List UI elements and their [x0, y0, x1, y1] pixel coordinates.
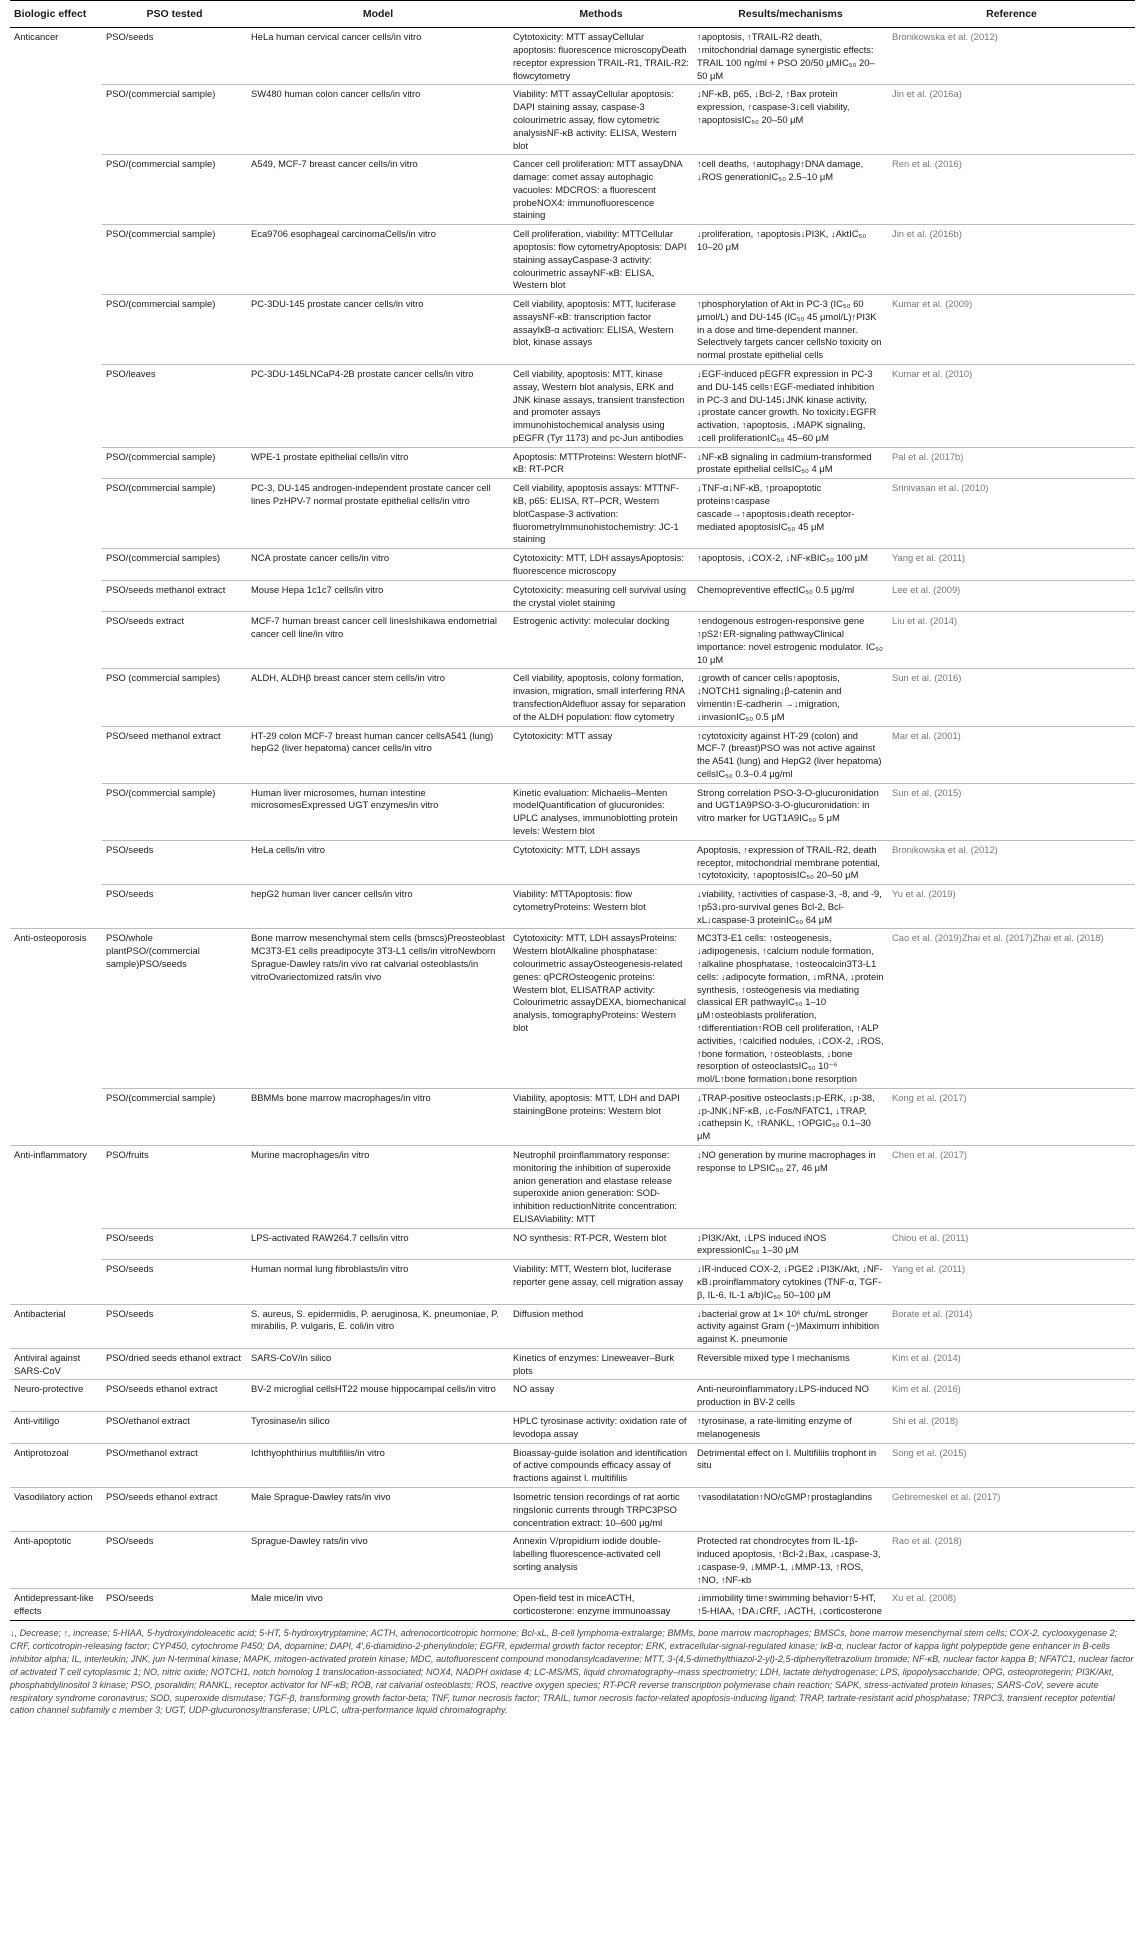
biologic-effect-cell [10, 580, 102, 612]
pso-tested-cell: PSO/seeds extract [102, 612, 247, 669]
biologic-effect-cell [10, 612, 102, 669]
pso-tested-cell: PSO/(commercial sample) [102, 85, 247, 155]
reference-cell: Bronikowska et al. (2012) [888, 28, 1135, 85]
header-methods: Methods [509, 1, 693, 28]
table-row [10, 1260, 1135, 1304]
reference-cell: Lee et al. (2009) [888, 580, 1135, 612]
results-cell: ↓TRAP-positive osteoclasts↓p-ERK, ↓p-38, ↓p-JNK↓NF-κB, ↓c-Fos/NFATC1, ↓TRAP, ↓cathepsin K, ↑RANKL, ↑OPGIC₅₀ 0.1–30 μM [693, 1088, 888, 1145]
pso-tested-cell: PSO/(commercial sample) [102, 295, 247, 365]
pso-tested-cell: PSO/(commercial sample) [102, 479, 247, 549]
table-row [10, 1380, 1135, 1412]
results-cell: ↓IR-induced COX-2, ↓PGE2 ↓PI3K/Akt, ↓NF-κB↓proinflammatory cytokines (TNF-α, TGF-β, IL-6, IL-1 a/b)IC₅₀ 50–100 μM [693, 1260, 888, 1304]
results-cell: ↓PI3K/Akt, ↓LPS induced iNOS expressionIC₅₀ 1–30 μM [693, 1228, 888, 1260]
table-row [10, 1487, 1135, 1531]
biologic-effect-cell [10, 365, 102, 448]
results-cell: Chemopreventive effectIC₅₀ 0.5 μg/ml [693, 580, 888, 612]
biologic-effect-cell: Anti-vitiligo [10, 1412, 102, 1444]
methods-cell: Cytotoxicity: MTT assay [509, 726, 693, 783]
results-cell: ↑cytotoxicity against HT-29 (colon) and MCF-7 (breast)PSO was not active against the A541 (lung) and HepG2 (liver hepatoma) cellsIC₅₀ 0.3–0.4 μg/ml [693, 726, 888, 783]
results-cell: Detrimental effect on I. Multifiliis trophont in situ [693, 1443, 888, 1487]
results-cell: ↓NF-κB signaling in cadmium-transformed prostate epithelial cellsIC₅₀ 4 μM [693, 447, 888, 479]
pso-tested-cell: PSO/(commercial sample) [102, 447, 247, 479]
table-row [10, 28, 1135, 85]
psoralidin-effects-table [10, 0, 1135, 1621]
pso-tested-cell: PSO/(commercial samples) [102, 549, 247, 581]
reference-cell: Kumar et al. (2009) [888, 295, 1135, 365]
table-row [10, 365, 1135, 448]
reference-cell: Yang et al. (2011) [888, 1260, 1135, 1304]
biologic-effect-cell: Vasodilatory action [10, 1487, 102, 1531]
header-reference: Reference [888, 1, 1135, 28]
reference-cell: Chen et al. (2017) [888, 1145, 1135, 1228]
table-row [10, 580, 1135, 612]
table-row [10, 1532, 1135, 1589]
model-cell: SW480 human colon cancer cells/in vitro [247, 85, 509, 155]
results-cell: ↑cell deaths, ↑autophagy↑DNA damage, ↓ROS generationIC₅₀ 2.5–10 μM [693, 155, 888, 225]
methods-cell: Cytotoxicity: MTT assayCellular apoptosis: fluorescence microscopyDeath receptor expression TRAIL-R1, TRAIL-R2: flowcytometry [509, 28, 693, 85]
model-cell: PC-3DU-145 prostate cancer cells/in vitro [247, 295, 509, 365]
reference-cell: Liu et al. (2014) [888, 612, 1135, 669]
results-cell: ↓immobility time↑swimming behavior↑5-HT, ↑5-HIAA, ↑DA↓CRF, ↓ACTH, ↓corticosterone [693, 1589, 888, 1621]
reference-cell: Borate et al. (2014) [888, 1304, 1135, 1348]
biologic-effect-cell: Anticancer [10, 28, 102, 85]
biologic-effect-cell [10, 783, 102, 840]
model-cell: WPE-1 prostate epithelial cells/in vitro [247, 447, 509, 479]
model-cell: HeLa human cervical cancer cells/in vitro [247, 28, 509, 85]
table-row [10, 1304, 1135, 1348]
results-cell: Reversible mixed type I mechanisms [693, 1348, 888, 1380]
table-row [10, 1412, 1135, 1444]
methods-cell: Cell viability, apoptosis: MTT, kinase assay, Western blot analysis, ERK and JNK kinase assays, transient transfection and promoter assays immunohistochemical analysis using pEGFR (Tyr 1173) and pc-Jun antibodies [509, 365, 693, 448]
biologic-effect-cell [10, 225, 102, 295]
pso-tested-cell: PSO/seeds [102, 1589, 247, 1621]
methods-cell: Open-field test in miceACTH, corticosterone: enzyme immunoassay [509, 1589, 693, 1621]
methods-cell: Viability: MTT, Western blot, luciferase reporter gene assay, cell migration assay [509, 1260, 693, 1304]
results-cell: ↑phosphorylation of Akt in PC-3 (IC₅₀ 60 μmol/L) and DU-145 (IC₅₀ 45 μmol/L)↑PI3K in a dose and time-dependent manner. Selectively targets cancer cellsNo toxicity on normal prostate epithelial cells [693, 295, 888, 365]
methods-cell: Cytotoxicity: measuring cell survival using the crystal violet staining [509, 580, 693, 612]
biologic-effect-cell [10, 479, 102, 549]
model-cell: Human liver microsomes, human intestine microsomesExpressed UGT enzymes/in vitro [247, 783, 509, 840]
model-cell: NCA prostate cancer cells/in vitro [247, 549, 509, 581]
methods-cell: Cytotoxicity: MTT, LDH assaysApoptosis: fluorescence microscopy [509, 549, 693, 581]
reference-cell: Song et al. (2015) [888, 1443, 1135, 1487]
biologic-effect-cell [10, 85, 102, 155]
table-row [10, 1443, 1135, 1487]
biologic-effect-cell [10, 549, 102, 581]
methods-cell: Bioassay-guide isolation and identification of active compounds efficacy assay of fractions against I. multifiliis [509, 1443, 693, 1487]
model-cell: Tyrosinase/in silico [247, 1412, 509, 1444]
model-cell: Eca9706 esophageal carcinomaCells/in vitro [247, 225, 509, 295]
pso-tested-cell: PSO/fruits [102, 1145, 247, 1228]
table-row [10, 295, 1135, 365]
results-cell: ↓EGF-induced pEGFR expression in PC-3 and DU-145 cells↑EGF-mediated inhibition in PC-3 and DU-145↓JNK kinase activity, ↓prostate cancer growth. No toxicity↓EGFR activation, ↑apoptosis, ↓MAPK signaling, ↓cell proliferationIC₅₀ 45–60 μM [693, 365, 888, 448]
biologic-effect-cell: Anti-inflammatory [10, 1145, 102, 1228]
model-cell: Bone marrow mesenchymal stem cells (bmscs)Preosteoblast MC3T3-E1 cells preadipocyte 3T3-L1 cells/in vitroNewborn Sprague-Dawley rats/in vivo rat calvarial osteoblasts/in vitroOvariectomized rats/in vivo [247, 929, 509, 1088]
model-cell: Sprague-Dawley rats/in vivo [247, 1532, 509, 1589]
table-row [10, 929, 1135, 1088]
methods-cell: Isometric tension recordings of rat aortic ringsIonic currents through TRPC3PSO concentration extract: 10–600 μg/ml [509, 1487, 693, 1531]
header-biologic-effect: Biologic effect [10, 1, 102, 28]
reference-cell: Yang et al. (2011) [888, 549, 1135, 581]
methods-cell: Neutrophil proinflammatory response: monitoring the inhibition of superoxide anion generation and elastase release superoxide anion generation: SOD-inhibition reductionNitrite concentration: ELISAViability: MTT [509, 1145, 693, 1228]
results-cell: ↑tyrosinase, a rate-limiting enzyme of melanogenesis [693, 1412, 888, 1444]
methods-cell: Kinetic evaluation: Michaelis–Menten modelQuantification of glucuronides: UPLC analyses, immunoblotting protein levels: Western blot [509, 783, 693, 840]
table-row [10, 783, 1135, 840]
model-cell: HeLa cells/in vitro [247, 840, 509, 884]
model-cell: Male mice/in vivo [247, 1589, 509, 1621]
model-cell: HT-29 colon MCF-7 breast human cancer cellsA541 (lung) hepG2 (liver hepatoma) cancer cells/in vitro [247, 726, 509, 783]
model-cell: Ichthyophthirius multifiliis/in vitro [247, 1443, 509, 1487]
biologic-effect-cell [10, 1260, 102, 1304]
model-cell: BBMMs bone marrow macrophages/in vitro [247, 1088, 509, 1145]
results-cell: ↓growth of cancer cells↑apoptosis, ↓NOTCH1 signaling↓β-catenin and vimentin↑E-cadherin →↓migration, ↓invasionIC₅₀ 0.5 μM [693, 669, 888, 726]
table-row [10, 1145, 1135, 1228]
biologic-effect-cell [10, 726, 102, 783]
results-cell: ↓bacterial grow at 1× 10⁶ cfu/mL stronger activity against Gram (−)Maximum inhibition against K. pneumonie [693, 1304, 888, 1348]
results-cell: MC3T3-E1 cells: ↑osteogenesis, ↓adipogenesis, ↑calcium nodule formation, ↑alkaline phosphatase, ↑osteocalcin3T3-L1 cells: ↓adipocyte formation, ↓mRNA, ↓protein synthesis, ↑osteogenesis via mediating classical ER pathwayIC₅₀ 1–10 μM↑osteoblasts proliferation, ↑differentiation↑ROB cell proliferation, ↑ALP activities, ↑calcified nodules, ↓COX-2, ↓ROS, ↑bone formation, ↑osteoblasts, ↓bone resorption of osteoclastsIC₅₀ 10⁻⁶ mol/L↑bone formation↓bone resorption [693, 929, 888, 1088]
pso-tested-cell: PSO/whole plantPSO/(commercial sample)PSO/seeds [102, 929, 247, 1088]
results-cell: ↓TNF-α↓NF-κB, ↑proapoptotic proteins↑caspase cascade→↑apoptosis↓death receptor-mediated apoptosisIC₅₀ 45 μM [693, 479, 888, 549]
reference-cell: Ren et al. (2016) [888, 155, 1135, 225]
biologic-effect-cell [10, 295, 102, 365]
pso-tested-cell: PSO/leaves [102, 365, 247, 448]
table-row [10, 726, 1135, 783]
biologic-effect-cell: Antidepressant-like effects [10, 1589, 102, 1621]
model-cell: Human normal lung fibroblasts/in vitro [247, 1260, 509, 1304]
model-cell: hepG2 human liver cancer cells/in vitro [247, 885, 509, 929]
results-cell: Protected rat chondrocytes from IL-1β-induced apoptosis, ↑Bcl-2↓Bax, ↓caspase-3, ↓caspase-9, ↓MMP-1, ↓MMP-13, ↑ROS, ↑NO, ↑NF-κb [693, 1532, 888, 1589]
methods-cell: Diffusion method [509, 1304, 693, 1348]
pso-tested-cell: PSO/seed methanol extract [102, 726, 247, 783]
reference-cell: Srinivasan et al. (2010) [888, 479, 1135, 549]
header-pso-tested: PSO tested [102, 1, 247, 28]
reference-cell: Kong et al. (2017) [888, 1088, 1135, 1145]
table-row [10, 1348, 1135, 1380]
biologic-effect-cell: Antibacterial [10, 1304, 102, 1348]
methods-cell: Viability: MTTApoptosis: flow cytometryProteins: Western blot [509, 885, 693, 929]
reference-cell: Pal et al. (2017b) [888, 447, 1135, 479]
table-row [10, 612, 1135, 669]
table-row [10, 225, 1135, 295]
biologic-effect-cell: Anti-apoptotic [10, 1532, 102, 1589]
model-cell: Male Sprague-Dawley rats/in vivo [247, 1487, 509, 1531]
table-body [10, 28, 1135, 1621]
results-cell: Apoptosis, ↑expression of TRAIL-R2, death receptor, mitochondrial membrane potential, ↑cytotoxicity, ↑apoptosisIC₅₀ 20–50 μM [693, 840, 888, 884]
pso-tested-cell: PSO (commercial samples) [102, 669, 247, 726]
methods-cell: NO assay [509, 1380, 693, 1412]
pso-tested-cell: PSO/ethanol extract [102, 1412, 247, 1444]
reference-cell: Shi et al. (2018) [888, 1412, 1135, 1444]
table-row [10, 479, 1135, 549]
model-cell: S. aureus, S. epidermidis, P. aeruginosa, K. pneumoniae, P. mirabilis, P. vulgaris, E. coli/in vitro [247, 1304, 509, 1348]
biologic-effect-cell: Neuro-protective [10, 1380, 102, 1412]
model-cell: ALDH, ALDHβ breast cancer stem cells/in vitro [247, 669, 509, 726]
methods-cell: Cytotoxicity: MTT, LDH assays [509, 840, 693, 884]
model-cell: A549, MCF-7 breast cancer cells/in vitro [247, 155, 509, 225]
table-row [10, 1589, 1135, 1621]
model-cell: LPS-activated RAW264.7 cells/in vitro [247, 1228, 509, 1260]
model-cell: PC-3, DU-145 androgen-independent prostate cancer cell lines PzHPV-7 normal prostate epithelial cells/in vitro [247, 479, 509, 549]
table-header [10, 1, 1135, 28]
methods-cell: Kinetics of enzymes: Lineweaver–Burk plots [509, 1348, 693, 1380]
reference-cell: Xu et al. (2008) [888, 1589, 1135, 1621]
pso-tested-cell: PSO/(commercial sample) [102, 783, 247, 840]
pso-tested-cell: PSO/seeds [102, 1228, 247, 1260]
table-row [10, 840, 1135, 884]
methods-cell: HPLC tyrosinase activity: oxidation rate of levodopa assay [509, 1412, 693, 1444]
model-cell: Mouse Hepa 1c1c7 cells/in vitro [247, 580, 509, 612]
results-cell: ↓NO generation by murine macrophages in response to LPSIC₅₀ 27, 46 μM [693, 1145, 888, 1228]
reference-cell: Cao et al. (2019)Zhai et al. (2017)Zhai et al. (2018) [888, 929, 1135, 1088]
reference-cell: Yu et al. (2019) [888, 885, 1135, 929]
pso-tested-cell: PSO/seeds [102, 885, 247, 929]
table-row [10, 669, 1135, 726]
reference-cell: Kim et al. (2014) [888, 1348, 1135, 1380]
table-row [10, 549, 1135, 581]
table-row [10, 85, 1135, 155]
pso-tested-cell: PSO/seeds methanol extract [102, 580, 247, 612]
methods-cell: Annexin V/propidium iodide double-labelling fluorescence-activated cell sorting analysis [509, 1532, 693, 1589]
results-cell: Strong correlation PSO-3-O-glucuronidation and UGT1A9PSO-3-O-glucuronidation: in vitro marker for UGT1A9IC₅₀ 5 μM [693, 783, 888, 840]
methods-cell: NO synthesis: RT-PCR, Western blot [509, 1228, 693, 1260]
table-row [10, 885, 1135, 929]
biologic-effect-cell [10, 447, 102, 479]
reference-cell: Rao et al. (2018) [888, 1532, 1135, 1589]
methods-cell: Cell viability, apoptosis: MTT, luciferase assaysNF-κB: transcription factor assayIκB-α activation: ELISA, Western blot, kinase assays [509, 295, 693, 365]
biologic-effect-cell [10, 1228, 102, 1260]
results-cell: Anti-neuroinflammatory↓LPS-induced NO production in BV-2 cells [693, 1380, 888, 1412]
methods-cell: Cell viability, apoptosis assays: MTTNF-kB, p65: ELISA, RT–PCR, Western blotCaspase-3 activation: fluorometryImmunohistochemistry: JC-1 staining [509, 479, 693, 549]
methods-cell: Cell proliferation, viability: MTTCellular apoptosis: flow cytometryApoptosis: DAPI staining assayCaspase-3 activity: colourimetric assayNF-κB: ELISA, Western blot [509, 225, 693, 295]
biologic-effect-cell [10, 1088, 102, 1145]
pso-tested-cell: PSO/(commercial sample) [102, 1088, 247, 1145]
methods-cell: Estrogenic activity: molecular docking [509, 612, 693, 669]
reference-cell: Kim et al. (2016) [888, 1380, 1135, 1412]
model-cell: Murine macrophages/in vitro [247, 1145, 509, 1228]
pso-tested-cell: PSO/seeds [102, 840, 247, 884]
table-footnote: ↓, Decrease; ↑, increase; 5-HIAA, 5-hydroxyindoleacetic acid; 5-HT, 5-hydroxytryptamine; ACTH, adrenocorticotropic hormone; Bcl-xL, B-cell lymphoma-extralarge; BMMs, bone marrow macrophages; BMSCs, bone marrow mesenchymal stem cells; COX-2, cyclooxygenase 2; CRF, corticotropin-releasing factor; CYP450, cytochrome P450; DA, dopamine; DAPI, 4′,6-diamidino-2-phenylindole; EGFR, epidermal growth factor receptor; ERK, extracellular-signal-regulated kinase; IκB-α, nuclear factor of kappa light polypeptide gene enhancer in B-cells inhibitor alpha; IL, interleukin; JNK, jun N-terminal kinase; MAPK, mitogen-activated protein kinase; MDC, autofluorescent compound monodansylcadaverine; MTT, 3-(4,5-dimethylthiazol-2-yl)-2,5-diphenyltetrazolium bromide; NF-κB, nuclear factor kappa B; NFATC1, nuclear factor of activated T cell cytoplasmic 1; NO, nitric oxide; NOTCH1, notch homolog 1 translocation-associated; NOX4, NADPH oxidase 4; LC-MS/MS, liquid chromatography–mass spectrometry; LDH, lactate dehydrogenase; LPS, lipopolysaccharide; OPG, osteoprotegerin; PI3K/Akt, phosphatidylinositol 3 kinase; PSO, psoralidin; RANKL, receptor activator for NF-κB; ROB, rat calvarial osteoblasts; ROS, reactive oxygen species; RT-PCR reverse transcription polymerase chain reaction; SAPK, stress-activated protein kinases; SARS-CoV, severe acute respiratory syndrome coronavirus; SOD, superoxide dismutase; TGF-β, transforming growth factor-beta; TNF, tumor necrosis factor; TRAIL, tumor necrosis factor-related apoptosis-inducing ligand; TRAP, tartrate-resistant acid phosphatase; TRPC3, transient receptor potential cation channel subfamily c member 3; UGT, UDP-glucuronosyltransferase; UPLC, ultra-performance liquid chromatography. [10, 1627, 1134, 1716]
model-cell: BV-2 microglial cellsHT22 mouse hippocampal cells/in vitro [247, 1380, 509, 1412]
header-model: Model [247, 1, 509, 28]
reference-cell: Sun et al. (2016) [888, 669, 1135, 726]
table-row [10, 155, 1135, 225]
table-row [10, 1228, 1135, 1260]
methods-cell: Apoptosis: MTTProteins: Western blotNF-κB: RT-PCR [509, 447, 693, 479]
reference-cell: Mar et al. (2001) [888, 726, 1135, 783]
biologic-effect-cell [10, 669, 102, 726]
model-cell: SARS-CoV/in silico [247, 1348, 509, 1380]
header-results: Results/mechanisms [693, 1, 888, 28]
results-cell: ↑apoptosis, ↑TRAIL-R2 death, ↑mitochondrial damage synergistic effects: TRAIL 100 ng/ml + PSO 20/50 μMIC₅₀ 20–50 μM [693, 28, 888, 85]
methods-cell: Cancer cell proliferation: MTT assayDNA damage: comet assay autophagic vacuoles: MDCROS: a fluorescent probeNOX4: immunofluorescence staining [509, 155, 693, 225]
pso-tested-cell: PSO/(commercial sample) [102, 225, 247, 295]
table-row [10, 447, 1135, 479]
results-cell: ↓viability, ↑activities of caspase-3, -8, and -9, ↑p53↓pro-survival genes Bcl-2, Bcl-xL↓caspase-3 proteinIC₅₀ 64 μM [693, 885, 888, 929]
biologic-effect-cell: Antiviral against SARS-CoV [10, 1348, 102, 1380]
reference-cell: Sun et al. (2015) [888, 783, 1135, 840]
pso-tested-cell: PSO/seeds [102, 1532, 247, 1589]
biologic-effect-cell: Antiprotozoal [10, 1443, 102, 1487]
pso-tested-cell: PSO/seeds [102, 1260, 247, 1304]
methods-cell: Cell viability, apoptosis, colony formation, invasion, migration, small interfering RNA transfectionAldefluor assay for separation of the ALDH population: flow cytometry [509, 669, 693, 726]
reference-cell: Jin et al. (2016a) [888, 85, 1135, 155]
biologic-effect-cell [10, 840, 102, 884]
results-cell: ↑apoptosis, ↓COX-2, ↓NF-κBIC₅₀ 100 μM [693, 549, 888, 581]
pso-tested-cell: PSO/seeds ethanol extract [102, 1380, 247, 1412]
results-cell: ↑vasodilatation↑NO/cGMP↑prostaglandins [693, 1487, 888, 1531]
methods-cell: Viability: MTT assayCellular apoptosis: DAPI staining assay, caspase-3 colourimetric assay, flow cytometric analysisNF-κB activity: ELISA, Western blot [509, 85, 693, 155]
reference-cell: Gebremeskel et al. (2017) [888, 1487, 1135, 1531]
pso-tested-cell: PSO/seeds ethanol extract [102, 1487, 247, 1531]
reference-cell: Chiou et al. (2011) [888, 1228, 1135, 1260]
pso-tested-cell: PSO/seeds [102, 1304, 247, 1348]
results-cell: ↓proliferation, ↑apoptosis↓PI3K, ↓AktIC₅₀ 10–20 μM [693, 225, 888, 295]
results-cell: ↓NF-κB, p65, ↓Bcl-2, ↑Bax protein expression, ↑caspase-3↓cell viability, ↑apoptosisIC₅₀ 20–50 μM [693, 85, 888, 155]
pso-tested-cell: PSO/dried seeds ethanol extract [102, 1348, 247, 1380]
biologic-effect-cell [10, 155, 102, 225]
methods-cell: Viability, apoptosis: MTT, LDH and DAPI stainingBone proteins: Western blot [509, 1088, 693, 1145]
pso-tested-cell: PSO/methanol extract [102, 1443, 247, 1487]
model-cell: MCF-7 human breast cancer cell linesIshikawa endometrial cancer cell line/in vitro [247, 612, 509, 669]
reference-cell: Jin et al. (2016b) [888, 225, 1135, 295]
table-row [10, 1088, 1135, 1145]
methods-cell: Cytotoxicity: MTT, LDH assaysProteins: Western blotAlkaline phosphatase: colourimetric assayOsteogenesis-related genes: qPCROsteogenic proteins: Western blot, ELISATRAP activity: Colourimetric assayDEXA, biomechanical analysis, tomographyProteins: Western blot [509, 929, 693, 1088]
reference-cell: Kumar et al. (2010) [888, 365, 1135, 448]
pso-tested-cell: PSO/seeds [102, 28, 247, 85]
biologic-effect-cell [10, 885, 102, 929]
pso-tested-cell: PSO/(commercial sample) [102, 155, 247, 225]
model-cell: PC-3DU-145LNCaP4-2B prostate cancer cells/in vitro [247, 365, 509, 448]
biologic-effect-cell: Anti-osteoporosis [10, 929, 102, 1088]
reference-cell: Bronikowska et al. (2012) [888, 840, 1135, 884]
results-cell: ↑endogenous estrogen-responsive gene ↑pS2↑ER-signaling pathwayClinical importance: novel estrogenic modulator. IC₅₀ 10 μM [693, 612, 888, 669]
